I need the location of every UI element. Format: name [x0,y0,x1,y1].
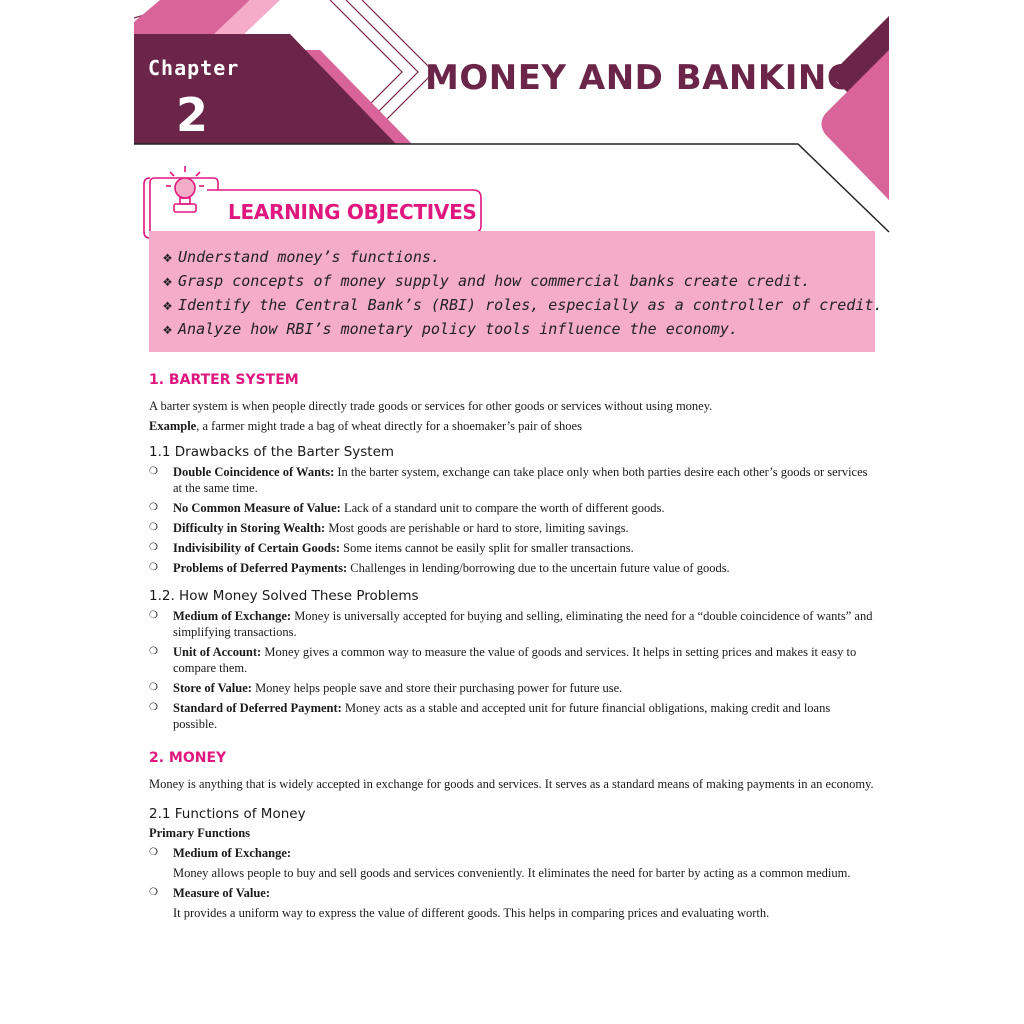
list-item: ❍ Problems of Deferred Payments: Challenges in lending/borrowing due to the uncertain future value of goods. [149,561,730,575]
circle-bullet-icon: ❍ [149,542,158,553]
circle-bullet-icon: ❍ [149,562,158,573]
learning-objectives-title: LEARNING OBJECTIVES [228,200,477,224]
solutions-list [149,608,875,732]
objective-item: ❖ Understand money’s functions. [163,248,440,266]
list-item: ❍ No Common Measure of Value: Lack of a standard unit to compare the worth of different goods. [149,501,665,515]
chapter-label: Chapter [148,56,240,80]
subheading-drawbacks: 1.1 Drawbacks of the Barter System [149,444,395,460]
learning-objectives-box [149,231,883,352]
circle-bullet-icon: ❍ [149,847,158,858]
subheading-functions: 2.1 Functions of Money [149,806,306,822]
circle-bullet-icon: ❍ [149,522,158,533]
objective-item: ❖ Analyze how RBI’s monetary policy tools influence the economy. [163,320,738,338]
circle-bullet-icon: ❍ [149,610,158,621]
circle-bullet-icon: ❍ [149,682,158,693]
functions-list [149,885,875,901]
circle-bullet-icon: ❍ [149,466,158,477]
diamond-bullet-icon: ❖ [163,296,173,314]
chapter-title: MONEY AND BANKING [425,58,856,98]
section-heading-money: 2. MONEY [149,750,227,766]
money-definition: Money is anything that is widely accepted in exchange for goods and services. It serves as a standard means of making payments in an economy. [149,777,874,791]
list-item: ❍ Standard of Deferred Payment: Money acts as a stable and accepted unit for future financial obligations, making credit and loans possible. [149,701,831,731]
list-item: ❍ Unit of Account: Money gives a common way to measure the value of goods and services. It helps in setting prices and makes it easy to compare them. [149,645,857,675]
list-item: ❍ Medium of Exchange: [149,846,292,860]
list-item: ❍ Medium of Exchange: Money is universally accepted for buying and selling, eliminating the need for a “double coincidence of wants” and simplifying transactions. [149,609,873,639]
list-item: ❍ Indivisibility of Certain Goods: Some items cannot be easily split for smaller transactions. [149,541,634,555]
main-content [149,370,875,921]
circle-bullet-icon: ❍ [149,646,158,657]
list-item: ❍ Store of Value: Money helps people save and store their purchasing power for future use. [149,681,623,695]
function-description: Money allows people to buy and sell goods and services conveniently. It eliminates the need for barter by acting as a common medium. [173,866,851,880]
objective-item: ❖ Grasp concepts of money supply and how commercial banks create credit. [163,272,811,290]
list-item: ❍ Measure of Value: [149,886,270,900]
circle-bullet-icon: ❍ [149,502,158,513]
objective-item: ❖ Identify the Central Bank’s (RBI) roles, especially as a controller of credit. [163,296,883,314]
circle-bullet-icon: ❍ [149,702,158,713]
subheading-how-money-solved: 1.2. How Money Solved These Problems [149,588,419,604]
list-item: ❍ Difficulty in Storing Wealth: Most goods are perishable or hard to store, limiting savings. [149,521,629,535]
circle-bullet-icon: ❍ [149,887,158,898]
barter-example: Example, a farmer might trade a bag of wheat directly for a shoemaker’s pair of shoes [149,419,582,433]
diamond-bullet-icon: ❖ [163,248,173,266]
diamond-bullet-icon: ❖ [163,272,173,290]
function-description: It provides a uniform way to express the value of different goods. This helps in comparing prices and evaluating worth. [173,906,770,920]
drawbacks-list [149,464,875,576]
diamond-bullet-icon: ❖ [163,320,173,338]
primary-functions-label: Primary Functions [149,826,251,840]
barter-definition: A barter system is when people directly trade goods or services for other goods or services without using money. [149,399,713,413]
section-heading-barter: 1. BARTER SYSTEM [149,372,299,388]
chapter-number: 2 [176,88,209,142]
list-item: ❍ Double Coincidence of Wants: In the barter system, exchange can take place only when both parties desire each other’s goods or services at the same time. [149,465,868,495]
functions-list [149,845,875,861]
